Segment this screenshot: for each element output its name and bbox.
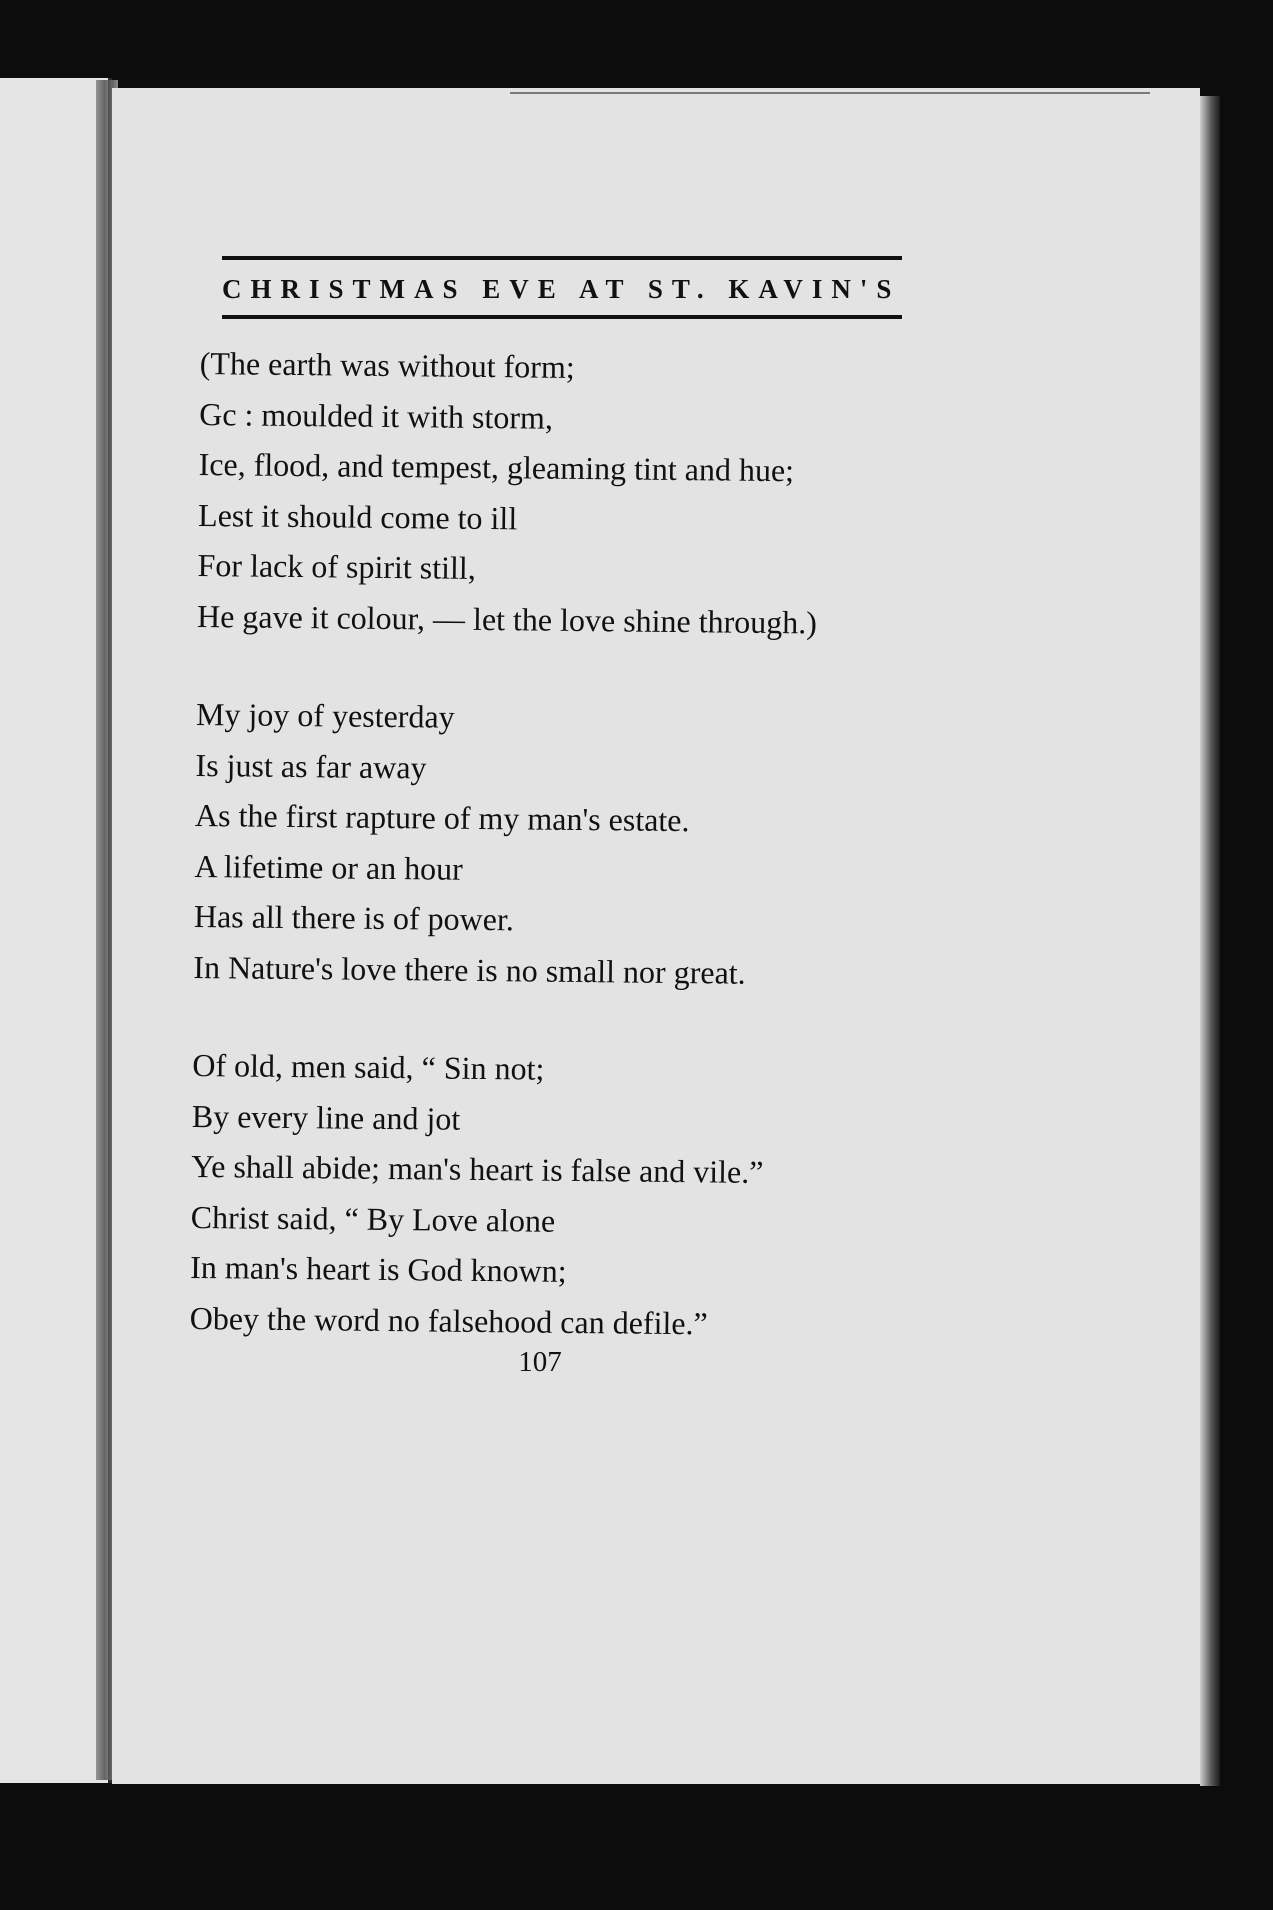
verse-line: By every line and jot — [191, 1097, 461, 1137]
verse-line: In Nature's love there is no small nor great. — [193, 948, 746, 991]
stanza — [193, 689, 896, 999]
stanza — [189, 1040, 892, 1350]
verse-line: My joy of yesterday — [195, 695, 455, 735]
verse-line: He gave it colour, — let the love shine through.) — [196, 597, 818, 640]
verse-line: Ye shall abide; man's heart is false and vile.” — [191, 1147, 764, 1190]
verse-line: Ice, flood, and tempest, gleaming tint and hue; — [198, 445, 795, 489]
verse-line: Lest it should come to ill — [197, 496, 518, 536]
verse-line: (The earth was without form; — [199, 344, 575, 385]
header-rule-bottom — [222, 315, 902, 319]
running-head — [222, 256, 902, 319]
verse-line: Christ said, “ By Love alone — [190, 1198, 556, 1239]
page-top-edge — [510, 92, 1150, 94]
verse-line: Of old, men said, “ Sin not; — [192, 1046, 545, 1087]
poem-body — [189, 338, 900, 1398]
verse-line: In man's heart is God known; — [190, 1248, 567, 1289]
verse-line: Gc : moulded it with storm, — [199, 395, 554, 436]
verse-line: Has all there is of power. — [193, 897, 515, 938]
verse-line: A lifetime or an hour — [194, 847, 464, 887]
page-number: 107 — [518, 1346, 562, 1378]
verse-line: Is just as far away — [195, 746, 427, 785]
page-right-edge — [1200, 96, 1220, 1786]
verse-line: For lack of spirit still, — [197, 546, 476, 586]
verse-line: Obey the word no falsehood can defile.” — [189, 1299, 708, 1341]
stanza — [197, 338, 900, 648]
running-title: CHRISTMAS EVE AT ST. KAVIN'S — [222, 274, 901, 304]
verse-line: As the first rapture of my man's estate. — [194, 796, 690, 839]
